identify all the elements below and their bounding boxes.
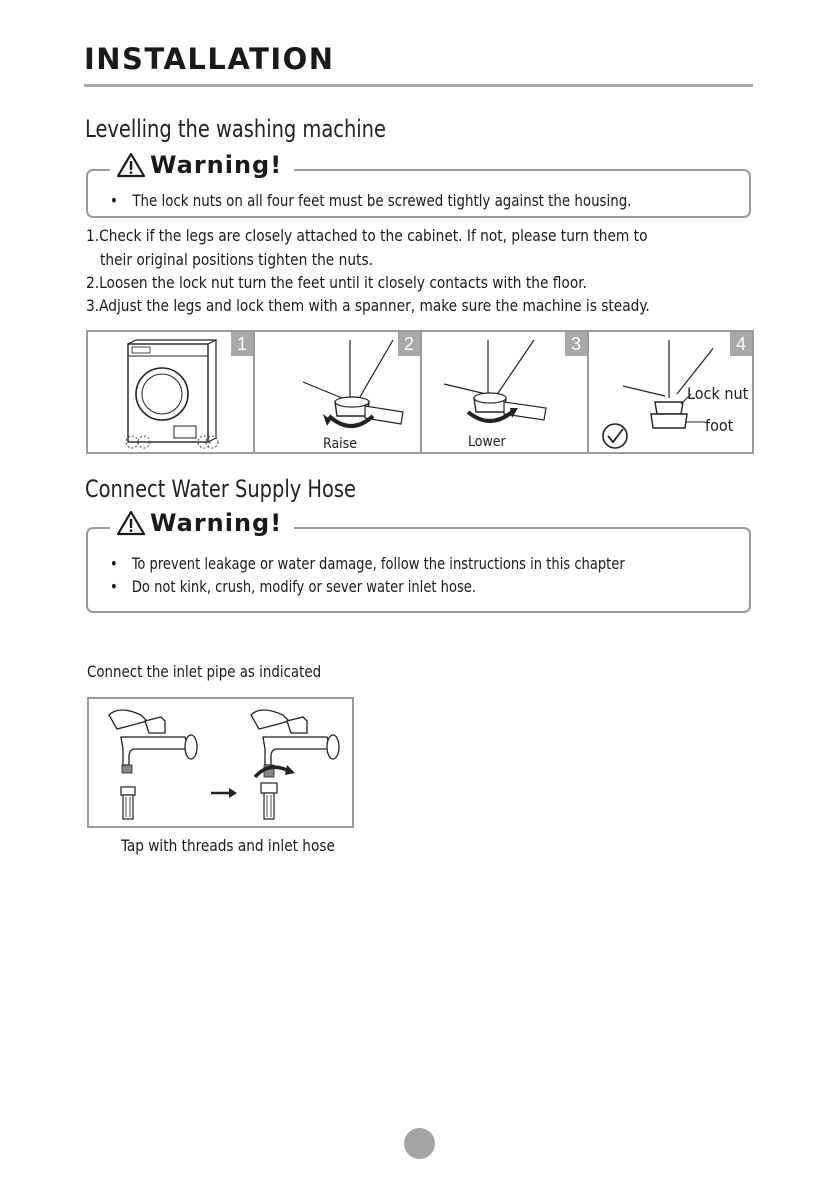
- step-1-line-2: their original positions tighten the nuts.: [100, 250, 373, 269]
- warning-label: Warning!: [150, 509, 283, 537]
- warning-icon: [116, 152, 146, 178]
- warning-title: [110, 509, 294, 537]
- levelling-figure: [86, 330, 754, 454]
- warning-item: • Do not kink, crush, modify or sever water inlet hose.: [110, 577, 476, 596]
- step-2: 2.Loosen the lock nut turn the feet until it closely contacts with the floor.: [86, 273, 587, 292]
- panel-number: 2: [398, 332, 420, 356]
- panel-number: 4: [730, 332, 752, 356]
- step-1-line-1: 1.Check if the legs are closely attached to the cabinet. If not, please turn them to: [86, 226, 648, 245]
- warning-label: Warning!: [150, 151, 283, 179]
- lower-label: Lower: [468, 434, 506, 450]
- page-number-marker: [404, 1128, 435, 1159]
- inlet-hose-figure: [87, 697, 354, 828]
- warning-item: • To prevent leakage or water damage, follow the instructions in this chapter: [110, 554, 625, 573]
- panel-number: 3: [565, 332, 587, 356]
- panel-2: [255, 332, 422, 452]
- raise-illustration: [265, 332, 405, 450]
- panel-4: [589, 332, 752, 452]
- warning-icon: [116, 510, 146, 536]
- washing-machine-illustration: [116, 334, 256, 452]
- panel-1: [88, 332, 255, 452]
- lock-nut-label: Lock nut: [687, 384, 749, 403]
- foot-label: foot: [705, 416, 734, 435]
- panel-number: 1: [231, 332, 253, 356]
- page-title: INSTALLATION: [84, 42, 335, 76]
- title-divider: [84, 84, 753, 87]
- panel-3: [422, 332, 589, 452]
- tap-hose-illustration: [89, 699, 352, 826]
- water-supply-heading: Connect Water Supply Hose: [85, 475, 356, 503]
- lower-illustration: [426, 332, 566, 450]
- step-3: 3.Adjust the legs and lock them with a spanner, make sure the machine is steady.: [86, 296, 650, 315]
- levelling-heading: Levelling the washing machine: [85, 115, 386, 143]
- levelling-warning-box: [86, 151, 751, 218]
- raise-label: Raise: [323, 436, 357, 452]
- inlet-instruction: Connect the inlet pipe as indicated: [87, 662, 322, 681]
- water-supply-warning-box: [86, 509, 751, 613]
- warning-title: [110, 151, 294, 179]
- warning-item: • The lock nuts on all four feet must be screwed tightly against the housing.: [110, 191, 631, 210]
- hose-figure-caption: Tap with threads and inlet hose: [121, 836, 335, 855]
